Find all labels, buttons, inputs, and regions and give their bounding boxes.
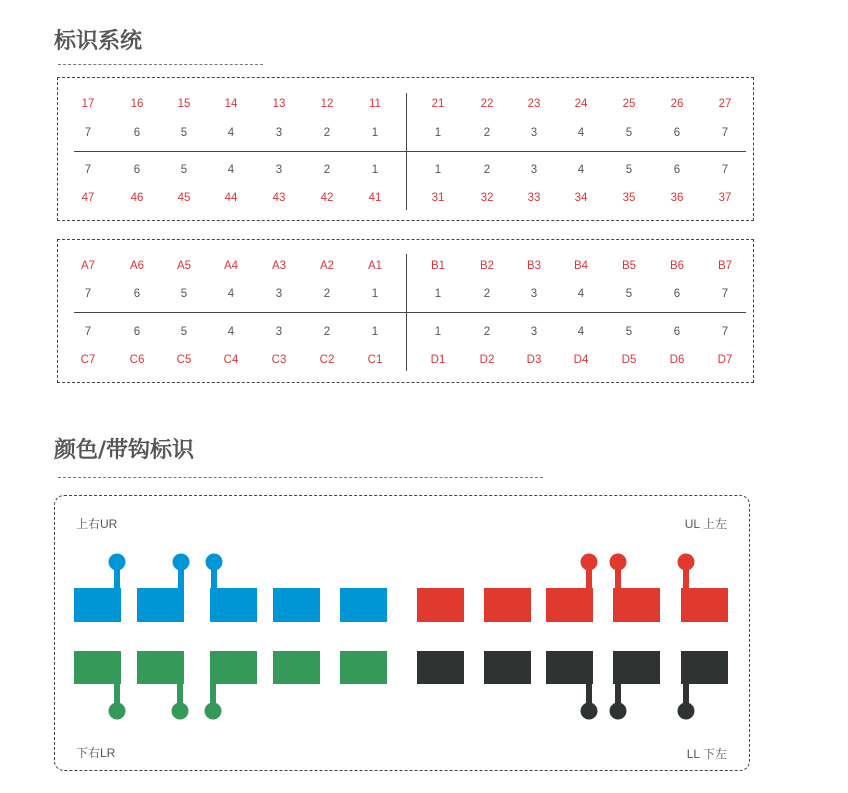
hook-knob <box>581 554 598 571</box>
hook-knob <box>173 554 190 571</box>
code-upper-right: 15 <box>177 98 191 110</box>
number-lower-right: 3 <box>275 164 283 176</box>
marker-block-lower-left <box>484 651 531 684</box>
hook-knob <box>109 554 126 571</box>
marker-block-upper-right <box>340 588 387 622</box>
number-upper-left: 3 <box>530 288 538 300</box>
code-upper-right: 16 <box>130 98 144 110</box>
number-lower-left: 3 <box>530 326 538 338</box>
code-lower-left: D1 <box>430 354 446 366</box>
number-lower-left: 5 <box>625 326 633 338</box>
number-lower-right: 7 <box>84 326 92 338</box>
marker-block-upper-left <box>681 588 728 622</box>
code-lower-left: D3 <box>526 354 542 366</box>
label-upper-left: UL 上左 <box>684 517 727 531</box>
number-lower-right: 5 <box>180 164 188 176</box>
number-upper-right: 5 <box>180 127 188 139</box>
code-upper-right: A5 <box>176 260 192 272</box>
marker-block-upper-left <box>417 588 464 622</box>
code-lower-left: D6 <box>669 354 685 366</box>
number-upper-right: 3 <box>275 288 283 300</box>
code-lower-right: C5 <box>176 354 192 366</box>
number-upper-right: 7 <box>84 127 92 139</box>
marker-block-lower-right <box>74 651 121 684</box>
marker-block-upper-left <box>546 588 593 622</box>
marker-block-upper-right <box>137 588 184 622</box>
code-upper-right: 12 <box>320 98 334 110</box>
marker-block-lower-left <box>417 651 464 684</box>
number-lower-right: 7 <box>84 164 92 176</box>
code-lower-right: C1 <box>367 354 383 366</box>
marker-block-upper-right <box>74 588 121 622</box>
code-upper-left: B7 <box>717 260 733 272</box>
code-upper-left: B3 <box>526 260 542 272</box>
code-lower-right: C4 <box>223 354 239 366</box>
code-lower-right: 42 <box>320 192 334 204</box>
code-upper-right: A1 <box>367 260 383 272</box>
code-lower-right: 47 <box>81 192 95 204</box>
hook-knob <box>206 554 223 571</box>
number-lower-left: 6 <box>673 326 681 338</box>
hook-knob <box>678 554 695 571</box>
code-lower-left: 33 <box>527 192 541 204</box>
hook-knob <box>678 703 695 720</box>
hook-knob <box>581 703 598 720</box>
number-upper-left: 1 <box>434 288 442 300</box>
code-upper-right: 13 <box>272 98 286 110</box>
code-upper-right: A7 <box>80 260 96 272</box>
code-lower-left: D5 <box>621 354 637 366</box>
code-lower-left: 32 <box>480 192 494 204</box>
number-upper-left: 5 <box>625 127 633 139</box>
number-lower-left: 7 <box>721 326 729 338</box>
number-lower-left: 1 <box>434 164 442 176</box>
number-upper-left: 4 <box>577 288 585 300</box>
number-lower-left: 2 <box>483 326 491 338</box>
number-upper-right: 5 <box>180 288 188 300</box>
number-lower-left: 1 <box>434 326 442 338</box>
marker-block-lower-left <box>681 651 728 684</box>
code-lower-left: D2 <box>479 354 495 366</box>
hook-knob <box>109 703 126 720</box>
marker-block-lower-right <box>137 651 184 684</box>
number-upper-left: 6 <box>673 288 681 300</box>
hook-system-title: 颜色/带钩标识 <box>54 438 195 463</box>
code-upper-right: A4 <box>223 260 239 272</box>
label-lower-right: 下右LR <box>76 746 116 760</box>
code-lower-right: 45 <box>177 192 191 204</box>
code-upper-right: 17 <box>81 98 95 110</box>
number-upper-right: 1 <box>371 127 379 139</box>
code-lower-left: 37 <box>718 192 732 204</box>
marker-block-upper-right <box>273 588 320 622</box>
code-lower-left: 36 <box>670 192 684 204</box>
number-lower-left: 4 <box>577 164 585 176</box>
code-upper-right: A2 <box>319 260 335 272</box>
marker-block-upper-left <box>484 588 531 622</box>
number-lower-right: 2 <box>323 164 331 176</box>
number-lower-right: 1 <box>371 164 379 176</box>
number-upper-right: 6 <box>133 288 141 300</box>
number-lower-right: 5 <box>180 326 188 338</box>
code-lower-left: 31 <box>431 192 445 204</box>
marker-block-upper-left <box>613 588 660 622</box>
number-upper-right: 1 <box>371 288 379 300</box>
number-lower-right: 3 <box>275 326 283 338</box>
code-lower-right: 43 <box>272 192 286 204</box>
code-upper-right: 11 <box>369 98 381 110</box>
code-upper-left: B5 <box>621 260 637 272</box>
code-upper-left: B6 <box>669 260 685 272</box>
number-lower-left: 6 <box>673 164 681 176</box>
number-lower-right: 6 <box>133 164 141 176</box>
code-upper-left: 23 <box>527 98 541 110</box>
hook-knob <box>610 554 627 571</box>
tooth-system-title: 标识系统 <box>54 29 143 54</box>
code-lower-right: 44 <box>224 192 238 204</box>
code-upper-left: 24 <box>574 98 588 110</box>
code-lower-left: D7 <box>717 354 733 366</box>
marker-block-lower-right <box>273 651 320 684</box>
number-lower-left: 7 <box>721 164 729 176</box>
number-lower-left: 4 <box>577 326 585 338</box>
number-upper-left: 2 <box>483 127 491 139</box>
code-lower-right: C3 <box>271 354 287 366</box>
number-upper-left: 7 <box>721 288 729 300</box>
number-upper-right: 7 <box>84 288 92 300</box>
marker-block-lower-right <box>210 651 257 684</box>
number-upper-left: 7 <box>721 127 729 139</box>
number-upper-right: 6 <box>133 127 141 139</box>
marker-block-lower-right <box>340 651 387 684</box>
number-upper-left: 2 <box>483 288 491 300</box>
number-upper-left: 5 <box>625 288 633 300</box>
number-lower-right: 6 <box>133 326 141 338</box>
code-lower-left: D4 <box>573 354 589 366</box>
number-upper-left: 4 <box>577 127 585 139</box>
code-upper-left: 26 <box>670 98 684 110</box>
code-lower-right: C7 <box>80 354 96 366</box>
marker-block-upper-right <box>210 588 257 622</box>
code-upper-left: B4 <box>573 260 589 272</box>
number-lower-left: 2 <box>483 164 491 176</box>
hook-knob <box>205 703 222 720</box>
number-lower-right: 2 <box>323 326 331 338</box>
code-upper-left: 25 <box>622 98 636 110</box>
marker-block-lower-left <box>546 651 593 684</box>
code-lower-left: 34 <box>574 192 588 204</box>
code-upper-left: 27 <box>718 98 732 110</box>
code-upper-left: 22 <box>480 98 494 110</box>
number-upper-right: 2 <box>323 288 331 300</box>
code-lower-right: 41 <box>368 192 382 204</box>
label-lower-left: LL 下左 <box>686 747 727 761</box>
number-upper-right: 4 <box>227 127 235 139</box>
number-lower-right: 1 <box>371 326 379 338</box>
number-lower-right: 4 <box>227 164 235 176</box>
number-upper-right: 3 <box>275 127 283 139</box>
code-lower-right: C2 <box>319 354 335 366</box>
code-lower-right: C6 <box>129 354 145 366</box>
code-lower-right: 46 <box>130 192 144 204</box>
number-upper-right: 4 <box>227 288 235 300</box>
number-lower-left: 5 <box>625 164 633 176</box>
label-upper-right: 上右UR <box>76 517 118 531</box>
code-upper-left: B1 <box>430 260 446 272</box>
number-lower-left: 3 <box>530 164 538 176</box>
code-upper-right: A6 <box>129 260 145 272</box>
code-upper-left: B2 <box>479 260 495 272</box>
marker-block-lower-left <box>613 651 660 684</box>
number-upper-left: 1 <box>434 127 442 139</box>
code-upper-right: A3 <box>271 260 287 272</box>
code-upper-left: 21 <box>431 98 445 110</box>
number-upper-right: 2 <box>323 127 331 139</box>
hook-knob <box>172 703 189 720</box>
code-lower-left: 35 <box>622 192 636 204</box>
number-upper-left: 6 <box>673 127 681 139</box>
number-lower-right: 4 <box>227 326 235 338</box>
number-upper-left: 3 <box>530 127 538 139</box>
code-upper-right: 14 <box>224 98 238 110</box>
hook-knob <box>610 703 627 720</box>
